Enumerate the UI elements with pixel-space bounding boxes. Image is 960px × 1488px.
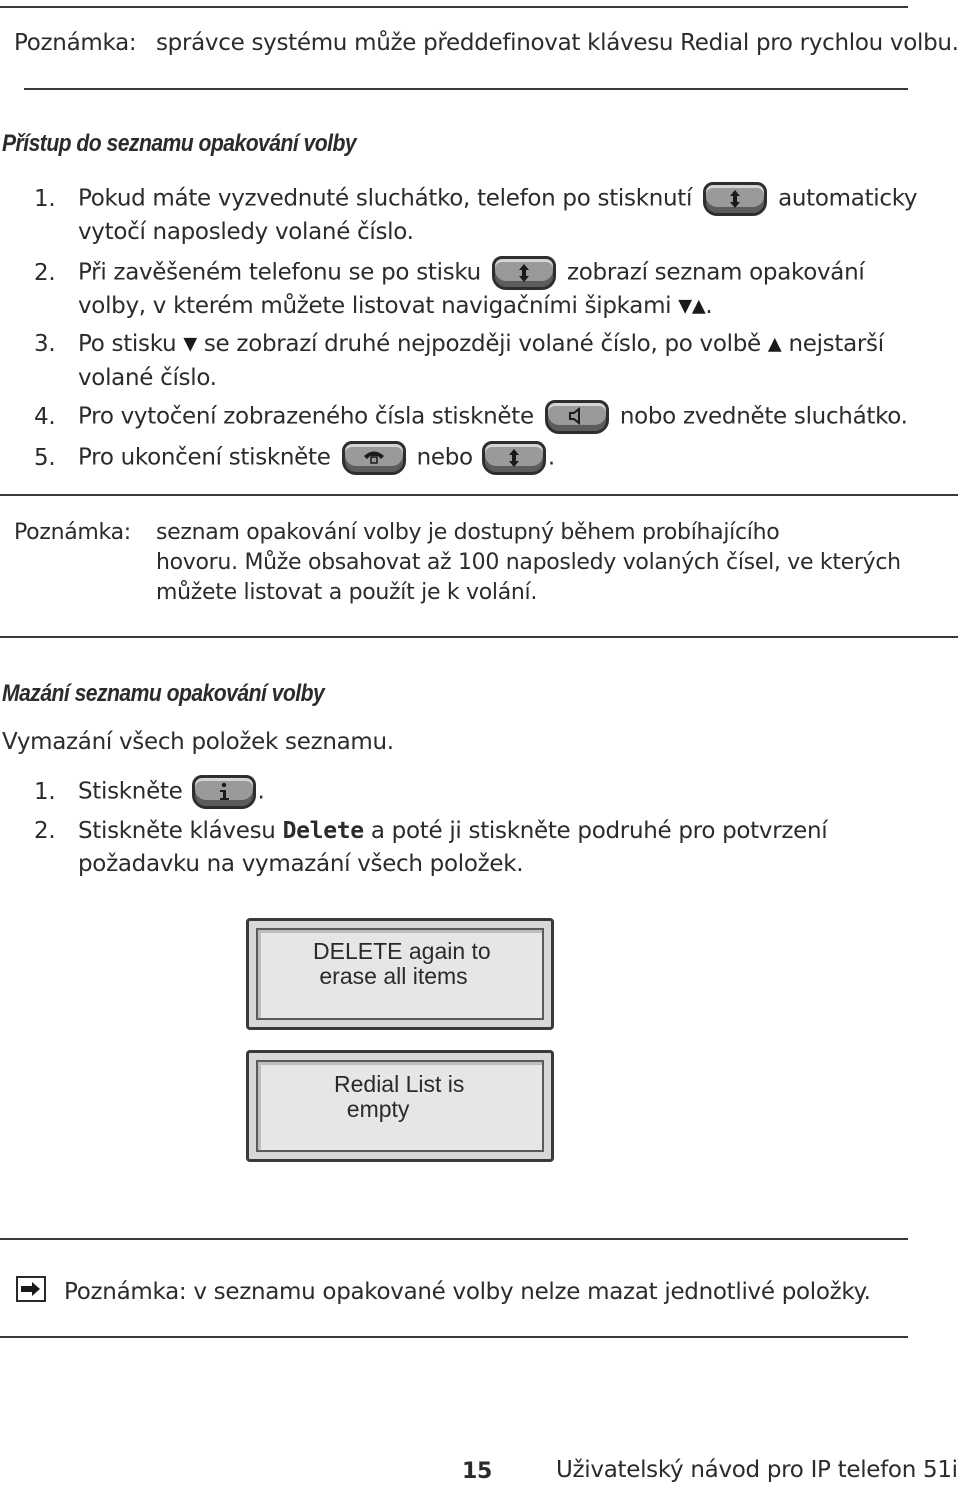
bottom-note-top-rule	[0, 1238, 908, 1240]
middle-note-line-1: seznam opakování volby je dostupný během probíhajícího	[156, 520, 780, 545]
access-item-2: 2. Při zavěšeném telefonu se po stisku zobrazí seznam opakování	[34, 256, 864, 290]
access-item-1-cont: vytočí naposledy volané číslo.	[78, 219, 414, 245]
middle-note-line-3: můžete listovat a použít je k volání.	[156, 580, 538, 605]
middle-note-line-2: hovoru. Může obsahovat až 100 naposledy volaných čísel, ve kterých	[156, 550, 901, 575]
goodbye-key-icon	[342, 441, 406, 475]
access-heading: Přístup do seznamu opakování volby	[2, 130, 357, 157]
middle-note-top-rule	[0, 494, 958, 496]
footer-title: Uživatelský návod pro IP telefon 51i	[556, 1457, 958, 1483]
delete-item-2: 2. Stiskněte klávesu Delete a poté ji stiskněte podruhé pro potvrzení	[34, 818, 828, 844]
middle-note	[14, 518, 131, 548]
access-item-2-cont: volby, v kterém můžete listovat navigačními šipkami ▼▲.	[78, 293, 713, 319]
access-item-3: 3. Po stisku ▼ se zobrazí druhé nejpozději volané číslo, po volbě ▲ nejstarší	[34, 331, 884, 357]
access-item-3-cont: volané číslo.	[78, 365, 217, 391]
access-item-5: 5. Pro ukončení stiskněte nebo .	[34, 441, 555, 475]
down-arrow-icon: ▼	[183, 333, 197, 355]
lcd-screen-list-empty-text: Redial List is empty	[334, 1071, 465, 1122]
top-note-text: správce systému může předdefinovat klávesu Redial pro rychlou volbu.	[156, 30, 959, 56]
up-arrow-icon: ▲	[691, 295, 706, 317]
redial-key-icon	[703, 182, 767, 216]
redial-key-icon	[482, 441, 546, 475]
delete-item-1: 1. Stiskněte .	[34, 775, 265, 809]
page-number: 15	[462, 1459, 493, 1484]
top-note-rule	[24, 88, 908, 90]
bottom-note-bottom-rule	[0, 1336, 908, 1338]
info-key-icon	[192, 775, 256, 809]
up-arrow-icon: ▲	[767, 333, 782, 355]
down-arrow-icon: ▼	[678, 295, 692, 317]
speaker-key-icon	[545, 400, 609, 434]
bottom-note: Poznámka: v seznamu opakované volby nelze mazat jednotlivé položky.	[64, 1279, 871, 1305]
delete-item-2-cont: požadavku na vymazání všech položek.	[78, 851, 524, 877]
top-note	[14, 27, 959, 59]
top-note-label: Poznámka:	[14, 30, 137, 56]
access-item-4: 4. Pro vytočení zobrazeného čísla stiskněte nobo zvedněte sluchátko.	[34, 400, 908, 434]
redial-key-icon	[492, 256, 556, 290]
middle-note-label: Poznámka:	[14, 520, 131, 545]
access-item-1: 1. Pokud máte vyzvednuté sluchátko, telefon po stisknutí automaticky	[34, 182, 917, 216]
delete-intro: Vymazání všech položek seznamu.	[2, 729, 394, 755]
delete-heading: Mazání seznamu opakování volby	[2, 680, 325, 707]
lcd-screen-delete-confirm-text: DELETE again to erase all items	[313, 938, 491, 989]
top-rule	[0, 6, 908, 8]
note-pointer-icon	[16, 1276, 46, 1302]
lcd-screen-list-empty	[246, 1050, 554, 1162]
middle-note-bottom-rule	[0, 636, 958, 638]
delete-softkey-label: Delete	[282, 818, 364, 844]
lcd-screen-delete-confirm	[246, 918, 554, 1030]
